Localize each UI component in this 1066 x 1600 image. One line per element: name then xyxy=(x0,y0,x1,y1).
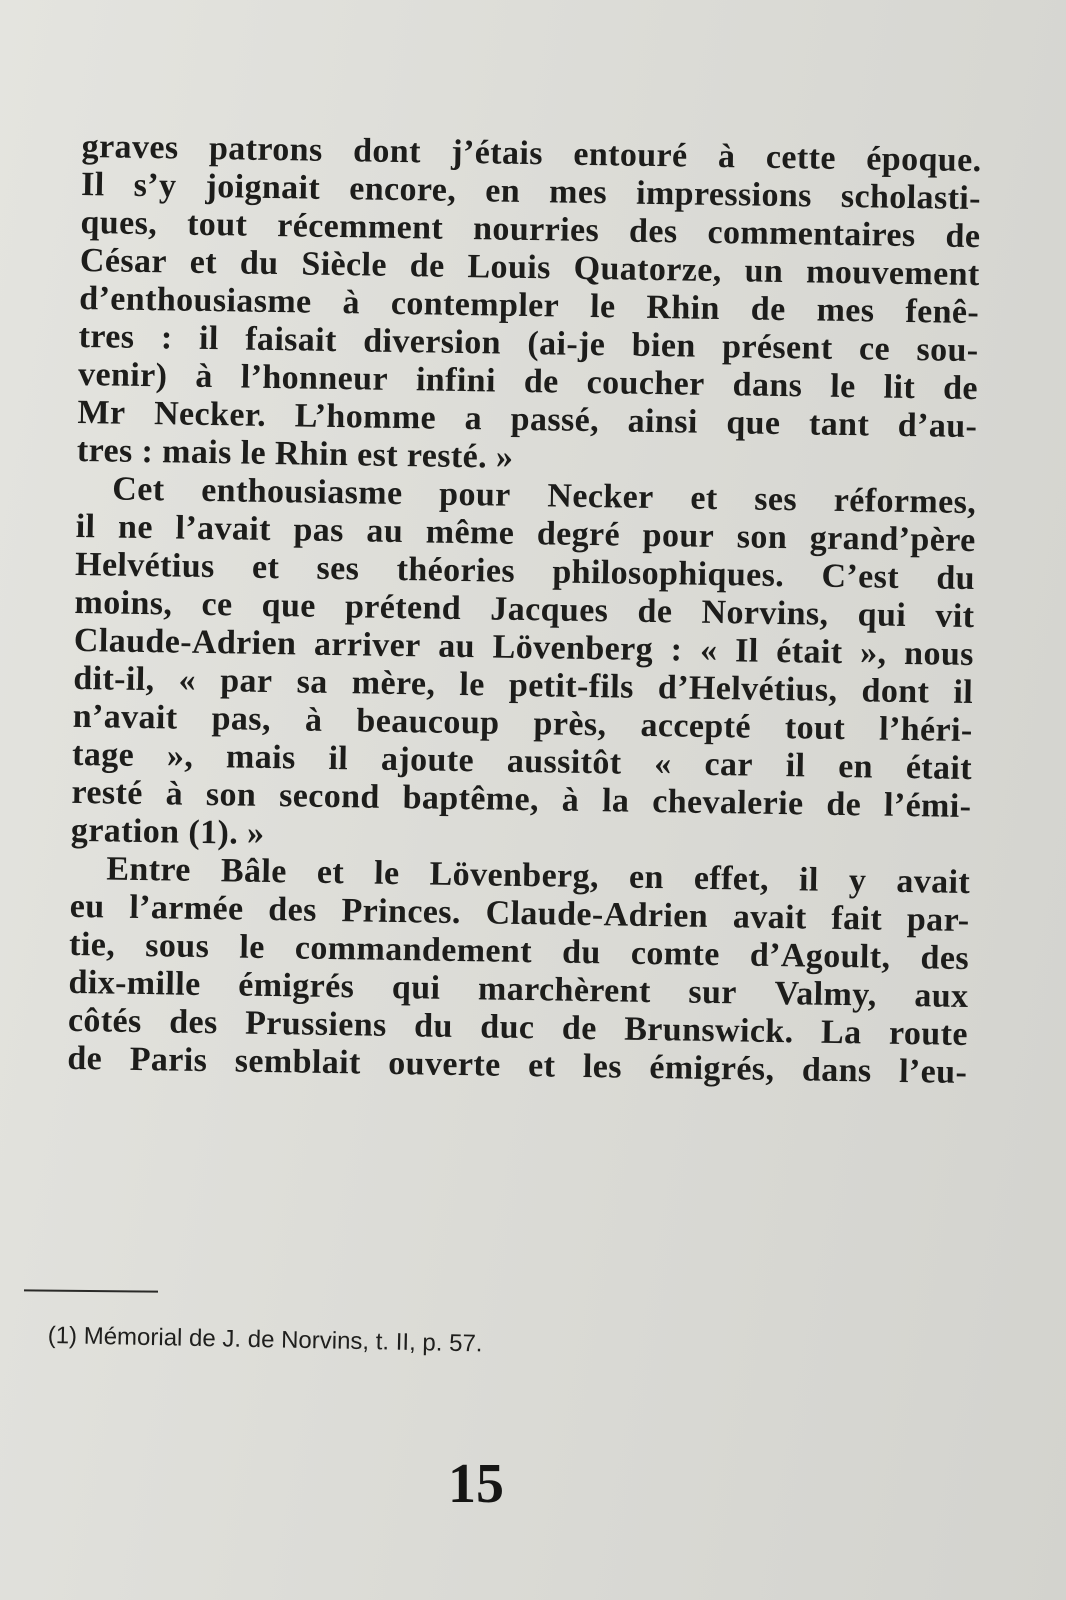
text-line: graves patrons dont j’étais entouré à cette époque. xyxy=(81,128,982,180)
text-line: Entre Bâle et le Lövenberg, en effet, il y avait xyxy=(106,850,971,902)
text-line: d’enthousiasme à contempler le Rhin de mes fenê- xyxy=(79,279,980,332)
page-number: 15 xyxy=(448,1453,504,1515)
text-line: tres : mais le Rhin est resté. » xyxy=(76,431,514,476)
footnote: (1) Mémorial de J. de Norvins, t. II, p. 57. xyxy=(47,1322,483,1358)
text-line: dix-mille émigrés qui marchèrent sur Valmy, aux xyxy=(68,963,969,1016)
text-line: ques, tout récemment nourries des commentaires de xyxy=(80,203,981,256)
text-line: Claude-Adrien arriver au Lövenberg : « Il était », nous xyxy=(73,621,975,674)
text-line: gration (1). » xyxy=(70,811,265,852)
body-text xyxy=(67,128,982,1092)
text-line: de Paris semblait ouverte et les émigrés, dans l’eu- xyxy=(67,1039,968,1092)
text-line: resté à son second baptême, à la chevalerie de l’émi- xyxy=(71,773,972,826)
text-line: côtés des Prussiens du duc de Brunswick. La route xyxy=(67,1001,969,1054)
text-line: tres : il faisait diversion (ai-je bien présent ce sou- xyxy=(78,317,979,370)
text-line: Helvétius et ses théories philosophiques. C’est du xyxy=(74,545,976,598)
text-line: tage », mais il ajoute aussitôt « car il en était xyxy=(71,735,973,788)
text-line: moins, ce que prétend Jacques de Norvins, qui vit xyxy=(74,583,975,636)
text-line: Mr Necker. L’homme a passé, ainsi que tant d’au- xyxy=(77,393,978,446)
text-line: Cet enthousiasme pour Necker et ses réformes, xyxy=(112,470,977,522)
text-line: Il s’y joignait encore, en mes impressions scholasti- xyxy=(80,165,982,218)
text-line: César et du Siècle de Louis Quatorze, un mouvement xyxy=(79,241,980,294)
text-line: il ne l’avait pas au même degré pour son grand’père xyxy=(75,507,976,560)
text-line: n’avait pas, à beaucoup près, accepté tout l’héri- xyxy=(72,697,973,750)
text-line: dit-il, « par sa mère, le petit-fils d’Helvétius, dont il xyxy=(73,659,974,712)
text-line: eu l’armée des Princes. Claude-Adrien avait fait par- xyxy=(69,887,970,940)
text-line: venir) à l’honneur infini de coucher dans le lit de xyxy=(77,355,979,408)
text-line: tie, sous le commandement du comte d’Agoult, des xyxy=(68,925,970,978)
footnote-divider xyxy=(24,1289,158,1292)
